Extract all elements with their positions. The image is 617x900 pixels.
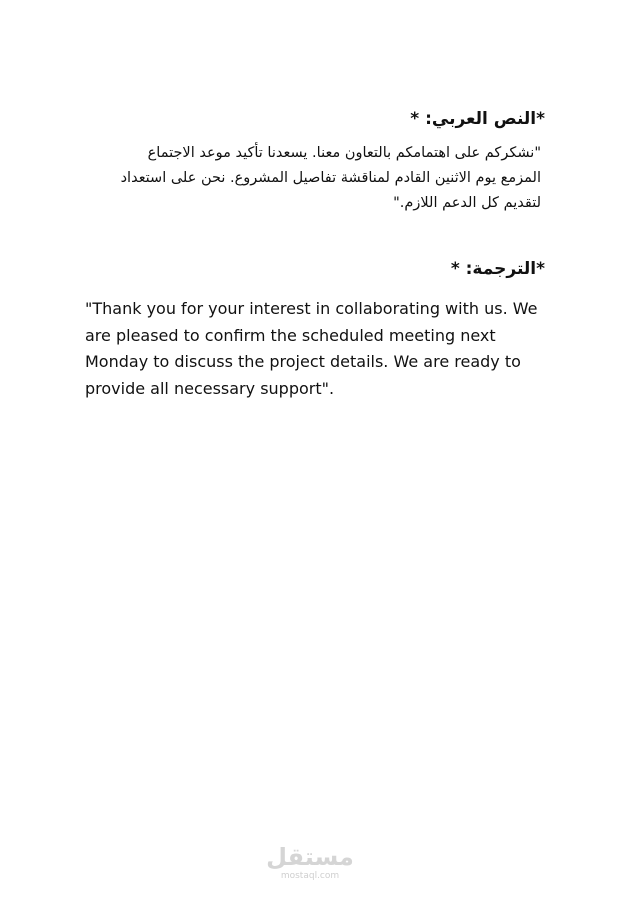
- mostaql-logo: مستقل: [266, 843, 354, 871]
- mostaql-watermark: [262, 843, 358, 881]
- watermark-domain: mostaql.com: [280, 871, 340, 881]
- english-line: "Thank you for your interest in collaborating with us. We: [85, 299, 538, 318]
- english-translation-paragraph: [85, 296, 555, 402]
- arabic-line: لتقديم كل الدعم اللازم.": [393, 195, 541, 211]
- translation-heading: *الترجمة: *: [450, 259, 545, 279]
- arabic-paragraph: [121, 141, 541, 216]
- english-line: provide all necessary support".: [85, 378, 335, 398]
- arabic-line: المزمع يوم الاثنين القادم لمناقشة تفاصيل المشروع. نحن على استعداد: [120, 170, 541, 186]
- arabic-text-heading: *النص العربي: *: [410, 109, 545, 129]
- english-line: Monday to discuss the project details. We are ready to: [85, 352, 521, 371]
- arabic-line: "نشكركم على اهتمامكم بالتعاون معنا. يسعدنا تأكيد موعد الاجتماع: [147, 145, 541, 161]
- english-line: are pleased to confirm the scheduled meeting next: [85, 325, 496, 345]
